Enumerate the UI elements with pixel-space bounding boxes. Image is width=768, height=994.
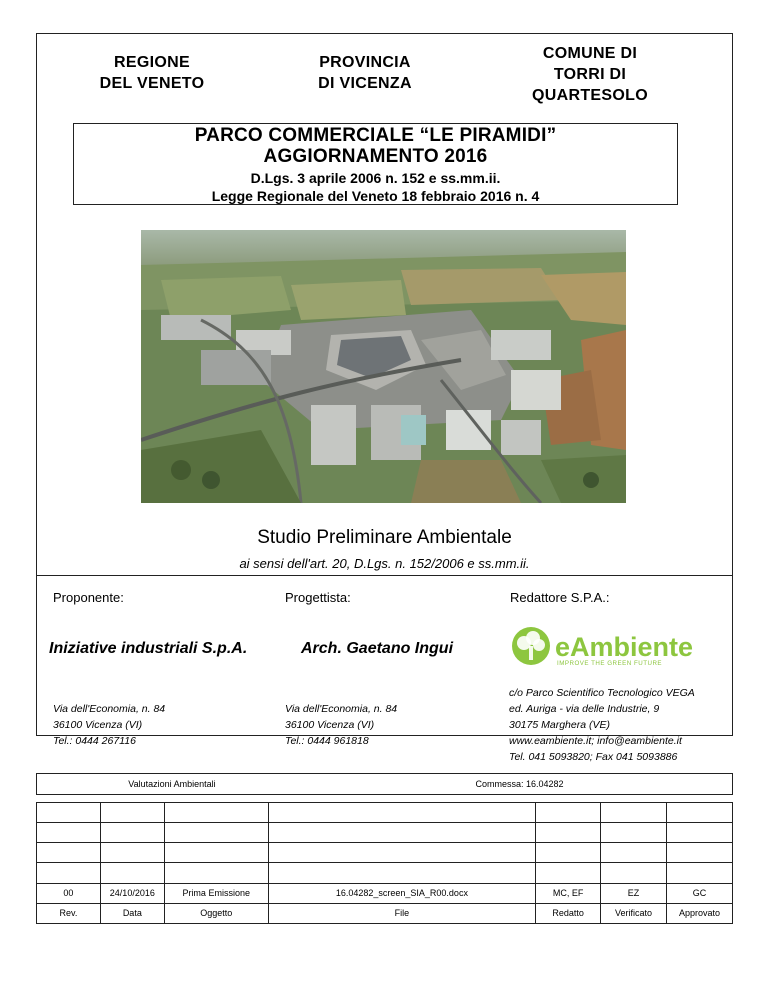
table-row (37, 803, 733, 823)
rev-date: 24/10/2016 (100, 883, 164, 903)
law-reference-1: D.Lgs. 3 aprile 2006 n. 152 e ss.mm.ii. (250, 170, 501, 186)
table-row (37, 883, 733, 903)
redattore-label: Redattore S.P.A.: (510, 590, 610, 605)
authority-regione: REGIONE DEL VENETO (99, 54, 205, 92)
header-redatto: Redatto (536, 903, 601, 923)
tree-icon (512, 627, 550, 665)
redattore-address: c/o Parco Scientifico Tecnologico VEGA ed. Auriga - via delle Industrie, 9 30175 Marghera (VE) www.eambiente.it; info@eambiente.it Tel. 041 5093820; Fax 041 5093886 (509, 687, 695, 763)
authority-provincia: PROVINCIA DI VICENZA (318, 54, 412, 92)
law-reference-2: Legge Regionale del Veneto 18 febbraio 2016 n. 4 (211, 188, 540, 204)
logo-wordmark: eAmbiente (555, 632, 694, 662)
revision-table (36, 802, 733, 924)
table-row (37, 843, 733, 863)
title-box (73, 123, 678, 205)
authority-comune: COMUNE DI TORRI DI QUARTESOLO (532, 45, 648, 104)
rev-verified: EZ (601, 883, 667, 903)
study-title: Studio Preliminare Ambientale (257, 527, 512, 548)
header-data: Data (100, 903, 164, 923)
valutazioni-bar (36, 773, 733, 795)
document-update: AGGIORNAMENTO 2016 (263, 146, 488, 167)
proponente-address: Via dell'Economia, n. 84 36100 Vicenza (VI) Tel.: 0444 267116 (53, 703, 166, 747)
rev-file: 16.04282_screen_SIA_R00.docx (268, 883, 536, 903)
header-approvato: Approvato (667, 903, 733, 923)
rev-number: 00 (37, 883, 101, 903)
table-header-row (37, 903, 733, 923)
study-subtitle: ai sensi dell'art. 20, D.Lgs. n. 152/2006 e ss.mm.ii. (239, 556, 530, 571)
header-rev: Rev. (37, 903, 101, 923)
header-oggetto: Oggetto (164, 903, 268, 923)
progettista-label: Progettista: (285, 590, 351, 605)
table-row (37, 863, 733, 883)
logo-tagline: IMPROVE THE GREEN FUTURE (557, 660, 663, 667)
aerial-photo (141, 230, 626, 503)
document-title: PARCO COMMERCIALE “LE PIRAMIDI” (194, 125, 557, 146)
valutazioni-label: Valutazioni Ambientali (128, 779, 216, 789)
rev-prepared: MC, EF (536, 883, 601, 903)
progettista-name: Arch. Gaetano Ingui (301, 640, 454, 657)
proponente-label: Proponente: (53, 590, 124, 605)
eambiente-logo (510, 626, 725, 668)
rev-approved: GC (667, 883, 733, 903)
table-row (37, 823, 733, 843)
header-file: File (268, 903, 536, 923)
header-verificato: Verificato (601, 903, 667, 923)
rev-subject: Prima Emissione (164, 883, 268, 903)
proponente-name: Iniziative industriali S.p.A. (49, 640, 248, 657)
divider (36, 575, 733, 576)
commessa-label: Commessa: 16.04282 (475, 779, 564, 789)
progettista-address: Via dell'Economia, n. 84 36100 Vicenza (VI) Tel.: 0444 961818 (285, 703, 398, 747)
